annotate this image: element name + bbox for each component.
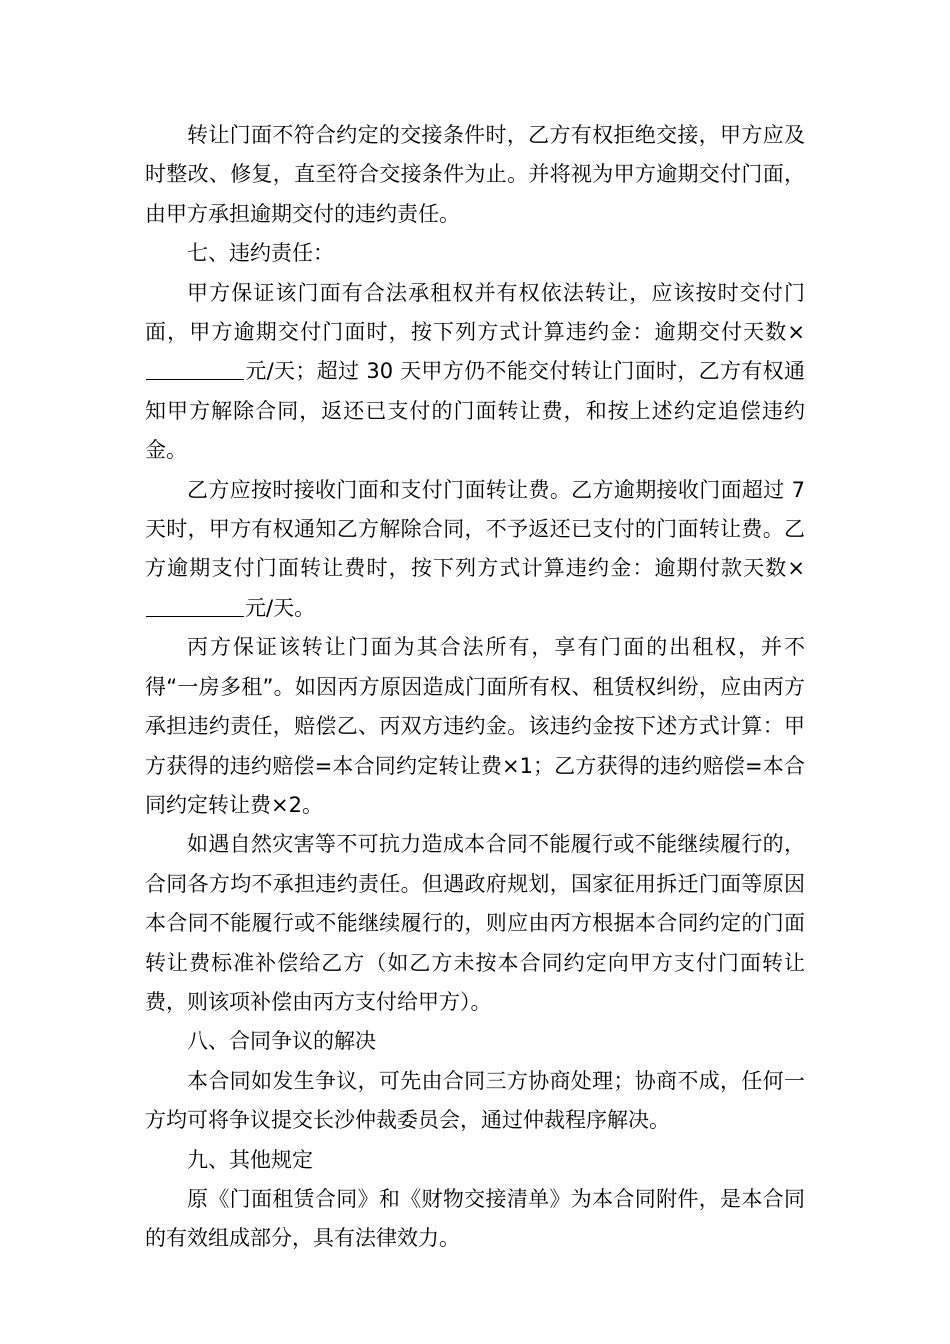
- paragraph-attachments: 原《门面租赁合同》和《财物交接清单》为本合同附件，是本合同的有效组成部分，具有法律效力。: [145, 1186, 805, 1251]
- paragraph-handover-conditions: 转让门面不符合约定的交接条件时，乙方有权拒绝交接，甲方应及时整改、修复，直至符合交接条件为止。并将视为甲方逾期交付门面，由甲方承担逾期交付的违约责任。: [145, 123, 805, 226]
- paragraph-force-majeure: 如遇自然灾害等不可抗力造成本合同不能履行或不能继续履行的，合同各方均不承担违约责任。但遇政府规划，国家征用拆迁门面等原因本合同不能履行或不能继续履行的，则应由丙方根据本合同约定的门面转让费标准补偿给乙方（如乙方未按本合同约定向甲方支付门面转让费，则该项补偿由丙方支付给甲方）。: [145, 832, 805, 1014]
- paragraph-party-c-guarantee: 丙方保证该转让门面为其合法所有，享有门面的出租权，并不得“一房多租”。如因丙方原因造成门面所有权、租赁权纠纷，应由丙方承担违约责任，赔偿乙、丙双方违约金。该违约金按下述方式计算：甲方获得的违约赔偿=本合同约定转让费×1；乙方获得的违约赔偿=本合同约定转让费×2。: [145, 635, 805, 817]
- fill-blank-daily-penalty-a: [146, 357, 244, 380]
- paragraph-dispute-resolution: 本合同如发生争议，可先由合同三方协商处理；协商不成，任何一方均可将争议提交长沙仲裁委员会，通过仲裁程序解决。: [145, 1068, 805, 1133]
- paragraph-party-a-breach-part1: 甲方保证该门面有合法承租权并有权依法转让，应该按时交付门面，甲方逾期交付门面时，按下列方式计算违约金：逾期交付天数×: [145, 280, 805, 345]
- section-heading-other-provisions: 九、其他规定: [187, 1147, 313, 1172]
- paragraph-party-b-breach-part2: 元/天。: [245, 595, 316, 620]
- fill-blank-daily-penalty-b: [146, 594, 244, 617]
- paragraph-party-a-breach-part2: 元/天；超过 30 天甲方仍不能交付转让门面时，乙方有权通知甲方解除合同，返还已支付的门面转让费，和按上述约定追偿违约金。: [145, 359, 805, 463]
- document-body: [145, 116, 805, 1259]
- section-heading-breach-liability: 七、违约责任：: [187, 241, 334, 266]
- paragraph-party-a-breach: [145, 274, 805, 471]
- paragraph-party-b-breach-part1: 乙方应按时接收门面和支付门面转让费。乙方逾期接收门面超过 7 天时，甲方有权通知乙方解除合同，不予返还已支付的门面转让费。乙方逾期支付门面转让费时，按下列方式计算违约金：逾期付款天数×: [145, 477, 805, 581]
- section-heading-dispute-resolution: 八、合同争议的解决: [187, 1029, 376, 1054]
- paragraph-party-b-breach: [145, 471, 805, 629]
